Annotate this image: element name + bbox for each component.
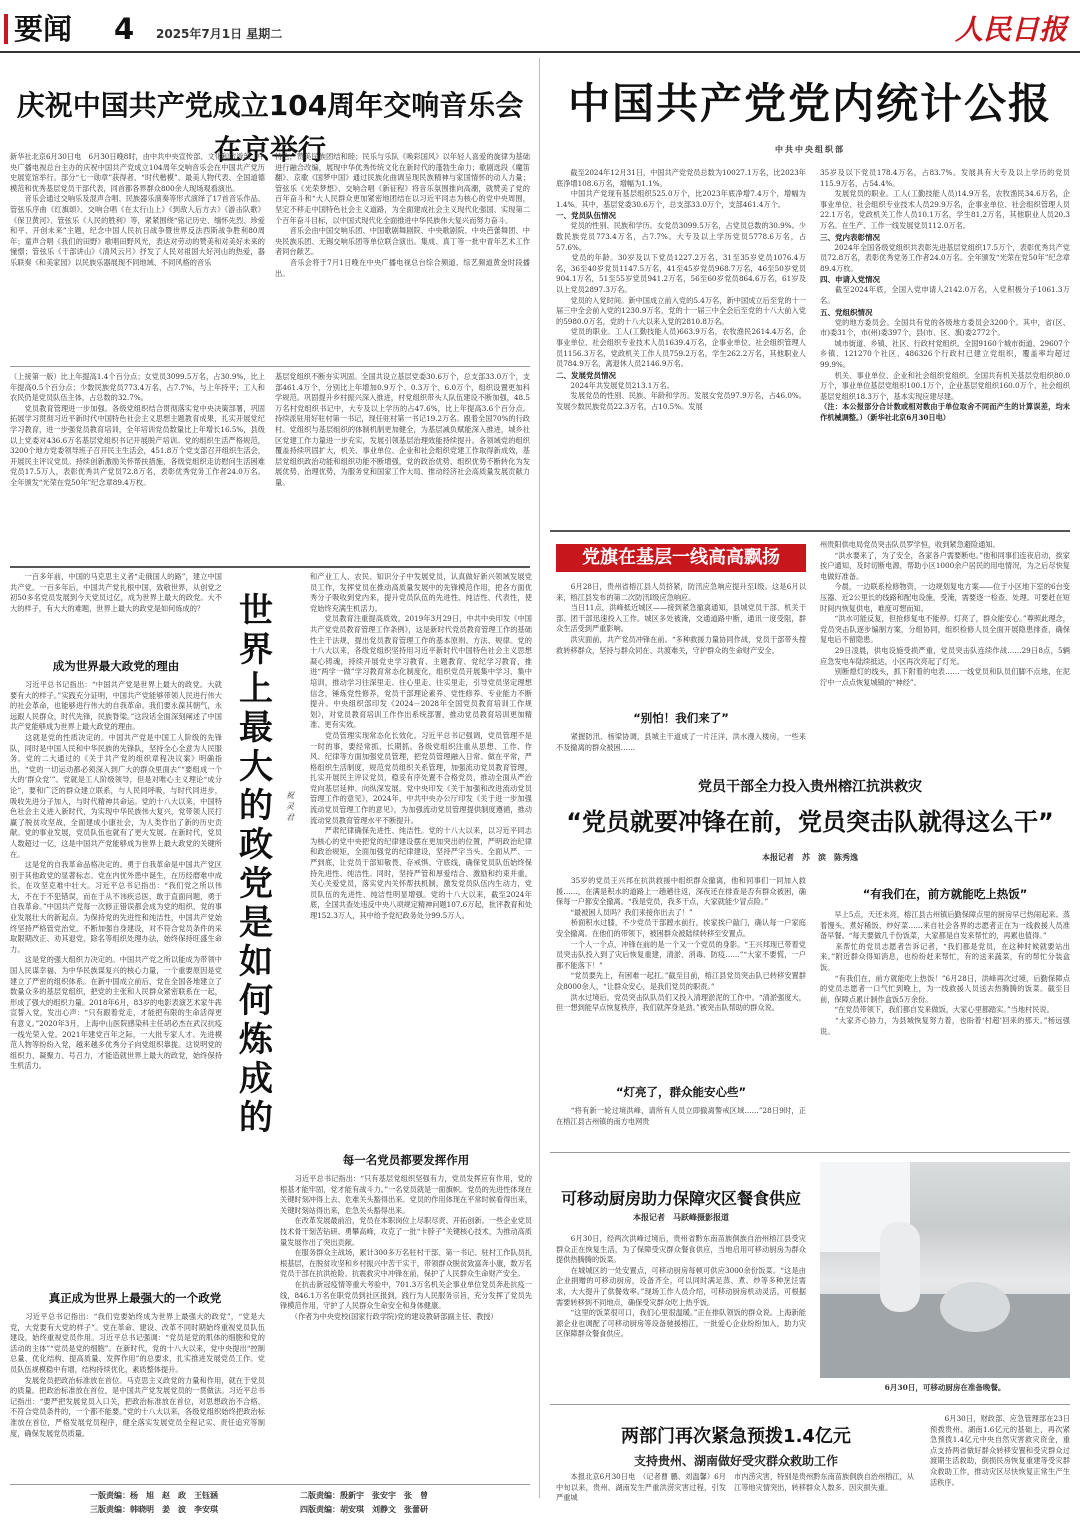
- essay-vertical-headline: 世界上最大的政党是如何炼成的: [239, 592, 273, 1138]
- newspaper-logo: 人民日报: [955, 13, 1068, 46]
- article-divider: [550, 1152, 1070, 1153]
- section-heading: 四、申请入党情况: [820, 275, 880, 285]
- bulletin-continued-col1: （上接第一版）比上年提高1.4个百分点；女党员3099.5万名，占30.9%，比上年提高0.5个百分点；少数民族党员773.4万名，占7.7%，与上年持平；工人和农民仍是党员队伍主体，占总数的32.7%。 党员教育管理进一步加强。各级党组织结合贯彻落实党中央决策部署，巩固拓展学习贯彻习近平新时代中国特色社会主义思想主题教育成果，扎实开展党纪学习教育，进一步强党员教育培训，全年培训党员数量比上年增长16.5%，县级以上党委对436.6万名基层党组织书记开展脱产培训。党的组织生活严格规范，3200个地方党委领导班子召开民主生活会，451.8万个党支部召开组织生活会，开展民主评议党员。持续创新激励关怀帮扶措施，各级党组织走访慰问生活困难党员17.5万人，表彰优秀共产党员72.8万名，表彰优秀党务工作者24.0万名。全年颁发“光荣在党50年”纪念章89.4万枚。: [10, 372, 265, 487]
- emergency-fund-details: 6月30日，财政部、应急管理部在23日预拨贵州、湖南1.6亿元的基础上，再次紧急预拨1.4亿元中央自然灾害救灾资金，重点支持两省做好群众转移安置和受灾群众过渡期生活救助，倒损民房恢复重建等受灾群众救助工作，推动灾区尽快恢复正常生产生活秩序。: [930, 1414, 1070, 1487]
- flood-report-text: 6月28日，贵州省榕江县人员挤紧，防汛应急响应提升至Ⅰ级。这是6月以来，榕江县发布的第二次防汛Ⅰ级应急响应。 当日11点，洪峰抵近城区——接到紧急撤离通知，县城党员干部、机关干部、团干部迅速投入工作。城区多处被淹，交通道路中断，通讯一度受阻，群众生活受到严重影响。 洪灾面前，共产党员冲锋在前。“多种救援力量协同作战，党员干部带头搜救转移群众，坚持与群众同在、共渡难关，守护群众的生命财产安全。: [556, 582, 806, 655]
- essay-subheading: 真正成为世界上最强大的一个政党: [48, 1291, 222, 1305]
- bulletin-recruitment-text: 2024年共发展党员213.1万名。 发展党员的性别、民族、年龄和学历。发展女党员97.9万名，占46.0%。发展少数民族党员22.3万名，占10.5%。发展: [556, 380, 806, 411]
- masthead: [0, 0, 1080, 54]
- bulletin-intro: 截至2024年12月31日，中国共产党党员总数为10027.1万名，比2023年底净增108.6万名，增幅为1.1%。 中国共产党现有基层组织525.0万个，比2023年底净增7.4万个，增幅为1.4%。其中，基层党委30.6万个，总支部33.0万个，支部461.4万个。: [556, 168, 806, 209]
- editors-line: 二版责编：殷新宇 张安宇 张 曾: [300, 1490, 428, 1500]
- mobile-kitchen-text: 6月30日，经两次洪峰过境后，贵州省黔东南苗族侗族自治州榕江县受灾群众正在恢复生活，为了保障受灾群众餐食供应，当地启用可移动厨房为群众提供热腾腾的饭菜。 在城城区的一处安置点，可移动厨房每顿可供应3000余份饭菜。“这是由企业捐赠的可移动厨房，设备齐全，可以同时满足蒸、煮、炒等多种烹饪需求，大大提升了供餐效率。”现场工作人员介绍，可移动厨房机动灵活，可根据需要转移到不同地点，确保受灾群众吃上热乎饭。 “这里的饭菜很可口，我们心里很温暖。”正在排队领饭的群众说。上海新能源企业也调配了可移动厨房等设备驰援榕江，一批爱心企业纷纷加入，助力灾区保障群众餐食供应。: [556, 1234, 806, 1339]
- banner-title: 党旗在基层一线高高飘扬: [582, 547, 780, 568]
- mobile-kitchen-byline: 本报记者 马跃峰摄影报道: [633, 1212, 729, 1222]
- kitchen-photo: [820, 1162, 1070, 1378]
- flood-byline: 本报记者 苏 滨 陈秀逸: [762, 852, 858, 862]
- concert-headline: 庆祝中国共产党成立104周年交响音乐会在京举行: [16, 89, 524, 166]
- section-heading: 二、发展党员情况: [556, 370, 616, 380]
- bulletin-recruitment-cont: 35岁及以下党员178.4万名，占83.7%。发展具有大专及以上学历的党员115.9万名，占54.4%。 发展党员的职业。工人(工勤技能人员)14.9万名，农牧渔民34.6万名，企事业单位、社会组织专业技术人员29.9万名，企事业单位、社会组织管理人员22.1万名，党政机关工作人员10.1万名，学生81.2万名，其他职业人员20.3万名。在生产、工作一线发展党员112.0万名。: [820, 168, 1070, 230]
- article-divider: [10, 566, 530, 568]
- flood-subheading: “有我们在，前方就能吃上热饭”: [862, 887, 1028, 901]
- bulletin-members-text: 党员的性别、民族和学历。女党员3099.5万名，占党员总数的30.9%。少数民族党员773.4万名，占7.7%。大专及以上学历党员5778.6万名，占57.6%。 党员的年龄。30岁及以下党员1227.2万名，31至35岁党员1076.4万名，36至40岁党员1147.5万名，41至45岁党员968.7万名，46至50岁党员904.1万名，51至55岁党员941.2万名，56至60岁党员864.6万名，61岁及以上党员2897.3万名。 党员的入党时间。新中国成立前入党的5.4万名，新中国成立后至党的十一届三中全会前入党的1230.9万名，党的十一届三中全会后至党的十八大前入党的5980.0万名，党的十八大以来入党的2810.8万名。 党员的职业。工人(工勤技能人员)663.9万名，农牧渔民2614.4万名，企事业单位、社会组织专业技术人员1639.4万名，企事业单位、社会组织管理人员1156.3万名，党政机关工作人员759.2万名，学生262.2万名，其他职业人员784.9万名，离退休人员2146.9万名。: [556, 221, 806, 369]
- flood-kicker: 党员干部全力投入贵州榕江抗洪救灾: [698, 779, 922, 795]
- photo-pot: [940, 1282, 1010, 1332]
- flood-kitchen-story: 早上5点，天还未亮，榕江县古州镇后勤保障点里的厨房早已热闹起来。蒸着馒头、煮好稀饭、炒好菜……来自社会各界的志愿者正在为一线救援人员准备早餐。“每天要做几千份饭菜，大家都是自发来帮忙的，再累也值得。” 来帮忙的党员志愿者告诉记者，“我们都是党员，在这种时候就要站出来。”附近群众得知消息，也纷纷赶来帮忙，有的送来蔬菜，有的帮忙分装盒饭。 “有我们在，前方就能吃上热饭！”6月28日，洪峰再次过境，后勤保障点的党员志愿者一口气忙到晚上，为一线救援人员送去热腾腾的饭菜。截至目前，保障点累计制作盒饭5万余份。 “在党员带领下，我们都自发来做饭，大家心里都踏实。”当地村民说。 “大家齐心协力，为县城恢复努力着，也盼着‘村超’回来的那天。”杨远强说。: [820, 910, 1070, 1036]
- bulletin-continued-col2: 基层党组织不断夯实巩固。全国共设立基层党委30.6万个，总支部33.0万个，支部461.4万个，分别比上年增加0.9万个、0.3万个、6.0万个，组织设置更加科学规范。巩固提升乡村振兴深入推进，村党组织带头人队伍建设不断加强，48.5万名村党组织书记中，大专及以上学历的占47.6%，比上年提高3.6个百分点。持续派驻用好驻村第一书记，现任驻村第一书记19.2万名。跟着全国70%的行政村。党组织与基层组织的体制机制更加健全，为基层减负赋能深入推进，城乡社区党建工作力量进一步充实，发展引领基层治理效能持续提升。各领域党的组织覆盖持续巩固扩大，机关、事业单位、企业和社会组织党建工作取得新成效，基层党组织政治功能和组织功能不断增强，党的政治优势、组织优势不断转化为发展优势、治理优势，为服务党和国家工作大局、推动经济社会高质量发展贡献力量。: [275, 372, 530, 487]
- essay-section3-text: 习近平总书记指出：“只有基层党组织坚强有力，党员发挥应有作用，党的根基才能牢固，党才能有战斗力。”一名党员就是一面旗帜。党员的先进性体现在关键时刻冲得上去、危难关头豁得出来。党员的作用体现在平常时候看得出来，关键时刻站得出来，危急关头豁得出来。 在改革发展最前沿，党员在本职岗位上尽职尽责、开拓创新。一些企业党员技术骨干刻苦钻研、勇攀高峰，攻克了一批“卡脖子”关键核心技术，为推动高质量发展作出了突出贡献。 在服务群众主战场，累计300多万名驻村干部、第一书记、驻村工作队员扎根基层，在脱贫攻坚和乡村振兴中苦干实干，带领群众脱贫致富奔小康，数万名党员干部在抗洪抢险、抗震救灾中冲锋在前，保护了人民群众生命财产安全。 在抗击新冠疫情等重大考验中，701.3万名机关企事业单位党员奔赴抗疫一线，846.1万名在职党员到社区报到，践行为人民服务宗旨，充分发挥了党员先锋模范作用，守护了人民群众生命安全和身体健康。 （作者为中央党校(国家行政学院)党的建设教研部副主任、教授）: [280, 1174, 532, 1321]
- editors-line: 三版责编：韩晓明 姜 波 李安琪: [90, 1504, 218, 1514]
- concert-text-col2: 特色，赞美民族团结和睦；民乐与乐队《唤彩国风》以年轻人喜爱的旋律为基础进行融合改编，展现中华优秀传统文化在新时代的蓬勃生命力；歌剧选段《魔笛翻》、京歌《国梦中国》通过民族化曲调呈现民族精神与家国情怀的动人力量；管弦乐《光荣梦想》、交响合唱《新征程》将音乐氛围推向高潮，就赞美了党的百年奋斗和“大人民群众更加紧密地团结在以习近平同志为核心的党中央周围，坚定不移走中国特色社会主义道路，为全面建成社会主义现代化强国、实现第二个百年奋斗目标，以中国式现代化全面推进中华民族伟大复兴而努力奋斗。 音乐会由中国交响乐团、中国歌剧舞剧院、中央歌剧院、中央芭蕾舞团、中央民族乐团、无锡交响乐团等单位联合演出。集成、真丁等一批中青年艺术工作者同台献艺。 音乐会将于7月1日晚在中央广播电视总台综合频道、综艺频道黄金时段播出。: [275, 152, 530, 278]
- essay-subheading: 每一名党员都要发挥作用: [342, 1153, 470, 1167]
- bulletin-byline: 中共中央组织部: [775, 145, 845, 154]
- emergency-fund-subtitle: 支持贵州、湖南做好受灾群众救助工作: [633, 1454, 838, 1468]
- essay-section2-text: 习近平总书记指出：“我们党要始终成为世界上最强大的政党”，“党是大党，大党要有大党的样子”。党在革命、建设、改革不同时期始终重视党员队伍建设，始终重视党员作用。习近平总书记强调：“党员是党的肌体的细胞和党的活动的主体”“党员是党的细胞”。在新时代，党的十八大以来，党中央提出“控制总量、优化结构、提高质量、发挥作用”的总要求，扎实推进发展党员工作。党员队伍规模稳中有增，结构持续优化，素质整体提升。 发展党员把政治标准放在首位。马克思主义政党的力量和作用，就在于党员的质量。把政治标准放在首位，是中国共产党发展党员的一贯做法。习近平总书记指出：“要严把发展党员入口关，把政治标准放在首位，对思想政治不合格、不符合党员条件的，一个都不能要。”党的十八大以来，各级党组织始终把政治标准放在首位，严格发展党员程序，健全落实发展党员全程记实、责任追究等制度，确保发展党员质量。: [10, 1312, 265, 1438]
- bulletin-footnote: （注：本公报部分合计数或相对数由于单位取舍不同而产生的计算误差，均未作机械调整。）（新华社北京6月30日电）: [820, 402, 1070, 422]
- editors-line: 一版责编：杨 旭 赵 政 王钰涵: [90, 1490, 218, 1500]
- emergency-fund-text-cont: 市内涝灾害，特别是贵州黔东南苗族侗族自治州榕江，从江等地灾情突出，转移群众人数多、因灾损失重。: [734, 1472, 914, 1492]
- essay-intro: 一百多年前，中国的马克思主义者“走俄国人的路”，建立中国共产党。一百多年后，中国共产党扎根中国，致敬世界，从创党之初50多名党员发展到今天党员过亿，成为世界上最大的政党。大不大的样子，有大大的难题，世界上最大的政党是如何炼成的？: [10, 572, 222, 613]
- photo-caption: 6月30日，可移动厨房在准备晚餐。: [884, 1383, 1006, 1392]
- section-heading: 五、党组织情况: [820, 307, 873, 317]
- emergency-fund-text: 本报北京6月30日电 （记者曹 鹏、刘温馨）6月中旬以来，贵州、湖南发生严重洪涝灾害过程，引发严重城: [556, 1472, 726, 1503]
- editors-line: 四版责编：胡安琪 刘静文 张蕾研: [300, 1504, 428, 1514]
- flood-power-text: 州贵阳供电局党员突击队员罗学恒，收到紧急避险通知。 “洪水要来了，为了安全，各家各户需要断电。”他和同事们连夜启动，挨家挨户通知，及时切断电源，帮助小区1000余户居民的用电情况，为之后尽快复电做好准备。 今晨，一边联系检修物资，一边规划复电方案——位于小区地下室的6台变压器、近2公里长的线路和配电设施，受淹，需要逐一检查、处理。可要赶在短时间内恢复供电，难度可想而知。 “洪水可能反复，但抢修复电不能停。灯亮了，群众能安心。”尊照此理念，党员突击队逐步编制方案，分组协同，组织检修人员全面开展隐患排查，确保复电后不留隐患。 29日凌晨，供电设施受损严重，党员突击队连续作战……29日8点，5辆应急发电车陆续抵达，小区再次亮起了灯光。 别断熄灯的线头，抓下附着的电表……一线党员和队员们脚不点地，在泥泞中一点点恢复城镇的“神经”。: [820, 540, 1070, 687]
- essay-subheading: 成为世界最大政党的理由: [52, 659, 180, 673]
- statistics-bulletin-headline: 中国共产党党内统计公报: [567, 79, 1052, 128]
- bulletin-col-left: [556, 168, 806, 528]
- flood-story-text2: “将有新一轮过境洪峰，请所有人员立即撤离警戒区域……”28日9时，正在榕江县古州镇的南方电网贵: [556, 1106, 806, 1126]
- section-name: 要闻: [14, 12, 73, 46]
- emergency-fund-headline: 两部门再次紧急预拨1.4亿元: [621, 1426, 851, 1447]
- footer-rule: [10, 1484, 530, 1485]
- flood-report-text2: 紧握防汛、杨梁协调，县城主干道成了一片汪洋，洪水漫入楼房，一些来不及撤离的群众被困……: [556, 732, 806, 752]
- page-number: 4: [114, 12, 135, 46]
- photo-cook: [880, 1222, 920, 1312]
- article-divider: [550, 1404, 1070, 1405]
- section-heading: 三、党内表彰情况: [820, 232, 880, 242]
- flood-headline: “党员就要冲锋在前，党员突击队就得这么干”: [566, 808, 1054, 836]
- center-column-rule: [539, 58, 540, 1498]
- essay-author: 祝灵君: [286, 791, 294, 822]
- masthead-left-bar: [4, 14, 8, 44]
- bulletin-applicants-text: 截至2024年底，全国入党申请人2142.0万名，入党积极分子1061.3万名。: [820, 285, 1070, 305]
- flood-subheading: “灯亮了，群众能安心些”: [615, 1085, 747, 1099]
- mobile-kitchen-headline: 可移动厨房助力保障灾区餐食供应: [560, 1189, 801, 1208]
- bulletin-col-right: [820, 168, 1070, 528]
- article-divider: [10, 366, 530, 367]
- party-flag-banner: [556, 544, 806, 572]
- article-divider: [550, 530, 1070, 532]
- flood-story-text: 35岁的党员王兴邦在抗洪救援中组织群众撤离，他和同事们一同加入救援……，在满是积水的道路上一趟趟往返，深夜还在排查是否有群众被困，确保每一户都安全撤离。“我是党员，我多干点，大家就能少冒点险。” “最被困人员吗？我们来接你出去了！” 桥面积水过膝，不少党员干部蹚水前行，挨家挨户敲门，确认每一户家庭安全撤离。在他们的带领下，被困群众被陆续转移至安置点。 一个人一个点，冲锋在前的是一个又一个党员的身影。“王兴邦现已带着党员突击队投入到了灾后恢复重建，清淤、消毒、防疫……”“大家不要慌，一户都不能落下！” “党员要先上，有困难一起扛。”截至目前，榕江县党员突击队已转移安置群众8000余人，“让群众安心，是我们党员的职责。” 洪水过境后，党员突击队队员们又投入清理淤泥的工作中。“清淤强度大，但一想到能早点恢复秩序，我们就浑身是劲。”被突击队帮助的群众说。: [556, 876, 806, 1013]
- bulletin-organizations-text: 党的地方委员会。全国共有党的各级地方委员会3200个。其中，省(区、市)委31个，市(州)委397个，县(市、区、旗)委2772个。 城市街道、乡镇、社区、行政村党组织。全国9160个城市街道、29607个乡镇、121270个社区、486326个行政村已建立党组织，覆盖率均超过99.9%。 机关、事业单位、企业和社会组织党组织。全国共有机关基层党组织80.0万个，事业单位基层党组织100.1万个，企业基层党组织160.0万个，社会组织基层党组织18.3万个，基本实现应建尽建。: [820, 317, 1070, 401]
- concert-text-col1: 新华社北京6月30日电 6月30日晚8时，由中共中央宣传部、文化和旅游部、中央广播电视总台主办的庆祝中国共产党成立104周年交响音乐会在中国共产党历史展览馆举行。部分“七一勋章”获得者、“时代楷模”、最美人物代表、全国道德模范和优秀基层党员干部代表，同首都各界群众800余人现场观看演出。 音乐会通过交响乐及混声合唱、民族器乐演奏等形式演绎了17首音乐作品。管弦乐序曲《红旗颂》、交响合唱《在太行山上》《到敌人后方去》《游击队歌》《保卫黄河》、管弦乐《人民的胜利》等，紧紧围绕“铭记历史、缅怀先烈、珍爱和平、开创未来”主题，纪念中国人民抗日战争暨世界反法西斯战争胜利80周年；童声合唱《我们的田野》歌唱田野风光，表达对劳动的赞美和对美好未来的憧憬；管弦乐《干部讲山》《清风云月》抒发了人民对祖国大好河山的热爱，器乐联奏《和美家园》以民族乐器展现不同地域、不同风格的音乐: [10, 152, 265, 267]
- flood-subheading: “别怕！我们来了”: [633, 711, 729, 725]
- issue-date: 2025年7月1日 星期二: [156, 27, 283, 41]
- bulletin-honors-text: 2024年全国各级党组织共表彰先进基层党组织17.5万个，表彰优秀共产党员72.8万名，表彰优秀党务工作者24.0万名。全年颁发“光荣在党50年”纪念章89.4万枚。: [820, 242, 1070, 273]
- masthead-rule: [0, 51, 1080, 53]
- essay-section2-cont: 和产业工人、农民、知识分子中发展党员，认真做好新兴领域发展党员工作，发挥党员在推动高质量发展中的先锋模范作用，把各方面优秀分子吸收到党内来，提升党员队伍的先进性、纯洁性、代表性，使党始终充满生机活力。 党员教育注重提高质效。2019年3月29日，中共中央印发《中国共产党党员教育管理工作条例》，这是新时代党员教育管理工作的基础性主干法规，提出党员教育管理工作的基本原则、方法、规律。党的十八大以来，各级党组织坚持用习近平新时代中国特色社会主义思想凝心铸魂，持续开展党史学习教育、主题教育、党纪学习教育，推进“两学一做”学习教育常态化制度化，组织党员开展集中学习、集中培训，推动学习往深里走、往心里走、往实里走，引导党员坚定理想信念，锤炼党性修养，党员干部理论素养、党性修养、专业能力不断提升。中央组织部印发《2024－2028年全国党员教育培训工作规划》，对党员教育培训工作作出系统部署，推动党员教育培训更加精准、更有实效。 党员管理实现常态化长效化。习近平总书记强调，党员管理不是一时的事，要经常抓、长期抓。各级党组织注重从思想、工作、作风、纪律等方面加强党员管理，把党员管理融入日常、做在平常，严格组织生活制度，规范党员组织关系管理，加强流动党员教育管理，扎实开展民主评议党员，稳妥有序处置不合格党员，推动全面从严治党向基层延伸、向纵深发展。党中央印发《关于加强和改进流动党员管理工作的意见》，2024年，中共中央办公厅印发《关于进一步加强流动党员管理工作的意见》，为加强流动党员管理提供制度遵循，推动流动党员教育管理水平不断提升。 严肃纪律确保先进性、纯洁性。党的十八大以来，以习近平同志为核心的党中央把党的纪律建设摆在更加突出的位置，严明政治纪律和政治规矩，全面加强党的纪律建设，坚持严字当头、全面从严、一严到底，让党员干部知敬畏、存戒惧、守底线，确保党员队伍始终保持先进性、纯洁性。同时，坚持严管和厚爱结合、激励和约束并重，关心关爱党员，落实党内关怀帮扶机制，激发党员队伍内生动力，党员队伍的先进性、纯洁性明显增强。党的十八大以来，截至2024年底，全国共查处违反中央八项规定精神问题107.6万起，批评教育和处理152.3万人，其中给予党纪政务处分99.5万人。: [310, 572, 532, 920]
- essay-section1-text: 习近平总书记指出：“中国共产党是世界上最大的政党。大就要有大的样子。”实践充分证明，中国共产党能够带领人民进行伟大的社会革命，也能够进行伟大的自我革命。我们要永葆其朝气，永远跟人民群众，时代先锋，民族脊梁。”这段话全面深刻阐述了中国共产党能够成为世界上最大政党的理由。 这就是党的性质决定的。中国共产党是中国工人阶级的先锋队，同时是中国人民和中华民族的先锋队，坚持全心全意为人民服务。党的二大通过的《关于共产党的组织章程决议案》明确指出，“党的一切运动都必须深入到广大的群众里面去”“要组成一个大的‘群众党’”。党就是工人阶级领导，但是对唯心主义理论“成分论”，要和广泛的群众建立联系，与人民同呼吸，与时代同进步，吸收先进分子加入，与时代精神共命运。党的十八大以来，中国特色社会主义进入新时代，为实现中华民族伟大复兴，党带领人民打赢了脱贫攻坚战，全面建成小康社会，为人类作出了新的历史贡献。党的事业发展，党员队伍也就有了更大发展。在新时代，党员人数超过一亿，这是中国共产党能够成为世界上最大政党的关键所在。 这是党的自我革命品格决定的。勇于自我革命是中国共产党区别于其他政党的显著标志。党在内忧外患中诞生，在历经磨难中成长，在攻坚克难中壮大。习近平总书记指出：“我们党之所以伟大，不在于不犯错误，而在于从不讳疾忌医，敢于直面问题，勇于自我革命。”中国共产党每一次修正错误都会成为党的组织、党的事业发展壮大的新起点。为保持党的先进性和纯洁性，中国共产党始终坚持严格管党治党，不断加强自身建设，对不符合党员条件的采取限期改正、劝其退党、除名等组织处理办法，始终保持旺盛生命力。 这是党的强大组织力决定的。中国共产党之所以能成为带领中国人民谋幸福、为中华民族谋复兴的核心力量，一个重要原因是党建立了严密的组织体系。在新中国成立前后，党在全国各地建立了数量众多的基层党组织，把党的主张和人民群众紧密联系在一起，形成了强大的组织力量。2018年6月，83岁的电影表演艺术家牛犇宣誓入党，发出心声：“只有跟着党走，才能把有限的生命活得更有意义。”2020年3月，上海中山医院感染科主任胡必杰在武汉抗疫一线光荣入党。2021年建党百年之际，一大批专家人才、先进模范人物等纷纷入党，越来越多优秀分子向党组织靠拢。这说明党的组织力、凝聚力、号召力，才能造就世界上最大的政党，始终保持生机活力。: [10, 680, 222, 1071]
- section-heading: 一、党员队伍情况: [556, 211, 616, 221]
